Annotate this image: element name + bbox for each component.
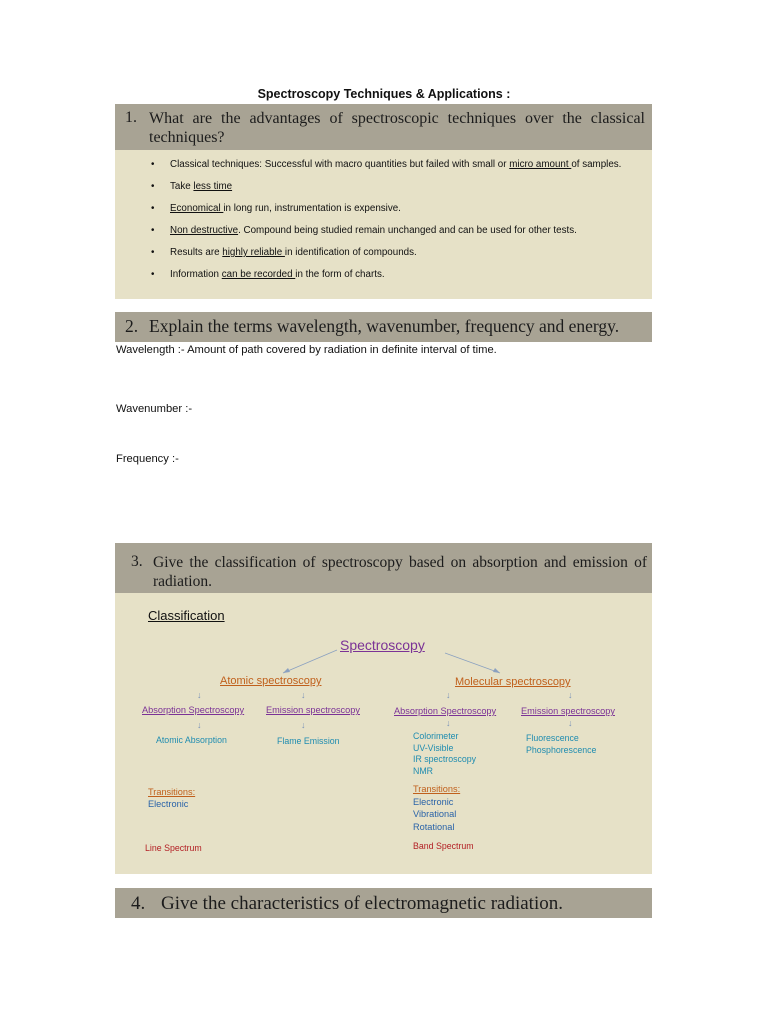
underlined-phrase: micro amount [509, 159, 572, 170]
advantage-text: of samples. [571, 159, 622, 170]
transitions-label: Transitions: [148, 787, 196, 797]
advantage-item [147, 180, 627, 193]
underlined-phrase: Non destructive [170, 225, 239, 236]
advantage-item [147, 268, 627, 281]
transition-item: Electronic [148, 799, 189, 809]
bullet-icon: • [151, 269, 155, 280]
down-arrow-icon: ↓ [197, 690, 202, 700]
advantage-item [147, 224, 627, 237]
advantage-text: in the form of charts. [295, 269, 385, 280]
molecular-transitions [413, 783, 460, 833]
wavelength-definition: Wavelength :- Amount of path covered by radiation in definite interval of time. [116, 344, 497, 356]
advantage-text: Information [170, 269, 222, 280]
question-1-text: What are the advantages of spectroscopic techniques over the classical techniques? [149, 110, 645, 146]
molecular-emission-items [526, 733, 596, 756]
question-1-number: 1. [125, 109, 137, 126]
arrowhead-atomic [283, 668, 290, 673]
question-3-banner [115, 543, 652, 593]
advantage-item [147, 246, 627, 259]
technique-item: Colorimeter [413, 731, 459, 741]
atomic-emission-spectroscopy-node: Emission spectroscopy [266, 705, 360, 715]
bullet-icon: • [151, 225, 155, 236]
connector-root-atomic [283, 650, 337, 673]
advantage-item [147, 202, 627, 215]
wavenumber-definition: Wavenumber :- [116, 403, 193, 415]
question-4-text: Give the characteristics of electromagnetic radiation. [161, 893, 563, 914]
question-3-text: Give the classification of spectroscopy based on absorption and emission of radiation. [153, 554, 647, 590]
question-2-banner [115, 312, 652, 342]
advantage-text: in long run, instrumentation is expensive. [223, 203, 401, 214]
advantage-text: Classical techniques: Successful with macro quantities but failed with small or [170, 159, 510, 170]
classification-diagram [115, 593, 652, 874]
advantages-list [147, 158, 627, 290]
classification-heading: Classification [148, 608, 225, 623]
advantage-text: . Compound being studied remain unchanged and can be used for other tests. [238, 225, 577, 236]
underlined-phrase: Economical [170, 203, 224, 214]
spectroscopy-root: Spectroscopy [340, 637, 425, 653]
transition-item: Vibrational [413, 809, 457, 819]
question-4-number: 4. [131, 893, 146, 914]
atomic-absorption-spectroscopy-node: Absorption Spectroscopy [142, 705, 245, 715]
advantage-text: Results are [170, 247, 223, 258]
down-arrow-icon: ↓ [568, 690, 573, 700]
atomic-absorption-item: Atomic Absorption [156, 735, 227, 745]
question-4-banner [115, 888, 652, 918]
down-arrow-icon: ↓ [301, 720, 306, 730]
underlined-phrase: less time [193, 181, 233, 192]
connector-root-molecular [445, 653, 500, 673]
transition-item: Electronic [413, 796, 454, 807]
down-arrow-icon: ↓ [446, 690, 451, 700]
question-1-banner [115, 104, 652, 150]
atomic-spectroscopy-node: Atomic spectroscopy [220, 675, 322, 687]
technique-item: NMR [413, 765, 434, 776]
technique-item: Fluorescence [526, 733, 579, 743]
transitions-label: Transitions: [413, 784, 461, 794]
bullet-icon: • [151, 181, 155, 192]
technique-item: IR spectroscopy [413, 754, 477, 764]
advantage-text: Take [170, 181, 194, 192]
atomic-transitions [148, 786, 195, 810]
frequency-definition: Frequency :- [116, 453, 179, 465]
line-spectrum-label: Line Spectrum [145, 843, 202, 853]
bullet-icon: • [151, 159, 155, 170]
question-1-answer-panel [115, 150, 652, 299]
down-arrow-icon: ↓ [568, 718, 573, 728]
question-2-number: 2. [125, 316, 139, 336]
technique-item: Phosphorescence [526, 744, 597, 755]
page-title: Spectroscopy Techniques & Applications : [257, 87, 511, 101]
molecular-absorption-items [413, 731, 476, 777]
advantage-text: in identification of compounds. [284, 247, 417, 258]
underlined-phrase: highly reliable [222, 247, 285, 258]
question-3-number: 3. [131, 553, 143, 570]
technique-item: UV-Visible [413, 742, 454, 753]
flame-emission-item: Flame Emission [277, 736, 340, 746]
band-spectrum-label: Band Spectrum [413, 841, 474, 851]
bullet-icon: • [151, 203, 155, 214]
down-arrow-icon: ↓ [446, 718, 451, 728]
underlined-phrase: can be recorded [221, 269, 296, 280]
down-arrow-icon: ↓ [301, 690, 306, 700]
advantage-item [147, 158, 627, 171]
molecular-absorption-spectroscopy-node: Absorption Spectroscopy [394, 706, 497, 716]
molecular-emission-spectroscopy-node: Emission spectroscopy [521, 706, 615, 716]
molecular-spectroscopy-node: Molecular spectroscopy [455, 676, 571, 688]
transition-item: Rotational [413, 821, 455, 832]
arrowhead-molecular [493, 668, 500, 673]
down-arrow-icon: ↓ [197, 720, 202, 730]
question-2-text: Explain the terms wavelength, wavenumber, frequency and energy. [149, 316, 620, 336]
bullet-icon: • [151, 247, 155, 258]
